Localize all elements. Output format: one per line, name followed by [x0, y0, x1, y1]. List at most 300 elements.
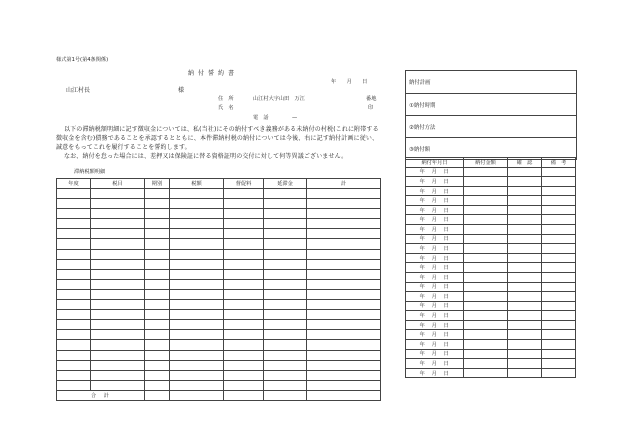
- schedule-cell[interactable]: [542, 292, 576, 302]
- arrears-cell[interactable]: [264, 360, 307, 370]
- payment-date-cell[interactable]: [406, 292, 464, 302]
- payment-date-cell[interactable]: [406, 177, 464, 187]
- date-part-label: 月: [431, 188, 438, 195]
- arrears-cell[interactable]: [170, 219, 224, 229]
- arrears-detail-table: [56, 178, 381, 401]
- schedule-cell[interactable]: [464, 205, 508, 215]
- payment-date-cell[interactable]: [406, 167, 464, 177]
- arrears-row: [57, 229, 381, 239]
- arrears-cell[interactable]: [307, 239, 381, 249]
- arrears-column-header: 期別: [145, 179, 170, 189]
- arrears-cell[interactable]: [57, 370, 91, 380]
- arrears-cell[interactable]: [307, 289, 381, 299]
- arrears-cell[interactable]: [91, 340, 145, 350]
- arrears-cell[interactable]: [307, 310, 381, 320]
- schedule-cell[interactable]: [508, 186, 542, 196]
- arrears-cell[interactable]: [145, 209, 170, 219]
- date-part-label: 年: [419, 284, 426, 291]
- payment-date-cell[interactable]: [406, 349, 464, 359]
- schedule-cell[interactable]: [464, 244, 508, 254]
- arrears-cell[interactable]: [307, 370, 381, 380]
- arrears-row: [57, 199, 381, 209]
- arrears-cell[interactable]: [170, 300, 224, 310]
- arrears-cell[interactable]: [57, 269, 91, 279]
- arrears-cell[interactable]: [307, 209, 381, 219]
- schedule-cell[interactable]: [464, 368, 508, 378]
- schedule-cell[interactable]: [542, 359, 576, 369]
- date-part-label: 日: [443, 207, 450, 214]
- arrears-cell[interactable]: [307, 199, 381, 209]
- payment-date-cell[interactable]: [406, 196, 464, 206]
- arrears-cell[interactable]: [224, 249, 264, 259]
- arrears-cell[interactable]: [57, 259, 91, 269]
- arrears-cell[interactable]: [91, 249, 145, 259]
- schedule-header-row: [406, 158, 576, 168]
- schedule-cell[interactable]: [508, 205, 542, 215]
- arrears-cell[interactable]: [57, 199, 91, 209]
- date-part-label: 日: [443, 284, 450, 291]
- arrears-cell[interactable]: [57, 279, 91, 289]
- arrears-row: [57, 279, 381, 289]
- date-part-label: 年: [419, 236, 426, 243]
- arrears-cell[interactable]: [57, 310, 91, 320]
- arrears-cell[interactable]: [224, 370, 264, 380]
- payment-date-cell[interactable]: [406, 301, 464, 311]
- schedule-cell[interactable]: [542, 320, 576, 330]
- arrears-cell[interactable]: [145, 310, 170, 320]
- arrears-cell[interactable]: [224, 340, 264, 350]
- schedule-cell[interactable]: [464, 272, 508, 282]
- payment-date-cell[interactable]: [406, 339, 464, 349]
- schedule-cell[interactable]: [508, 320, 542, 330]
- arrears-cell[interactable]: [170, 229, 224, 239]
- arrears-cell[interactable]: [57, 229, 91, 239]
- date-part-label: 月: [431, 178, 438, 185]
- date-part-label: 月: [431, 322, 438, 329]
- schedule-cell[interactable]: [508, 311, 542, 321]
- schedule-cell[interactable]: [542, 196, 576, 206]
- schedule-cell[interactable]: [508, 272, 542, 282]
- arrears-cell[interactable]: [307, 330, 381, 340]
- plan-label: 納付計画: [409, 80, 431, 86]
- schedule-cell[interactable]: [508, 263, 542, 273]
- arrears-cell[interactable]: [145, 249, 170, 259]
- arrears-cell[interactable]: [91, 330, 145, 340]
- arrears-cell[interactable]: [264, 350, 307, 360]
- arrears-cell[interactable]: [91, 320, 145, 330]
- arrears-cell[interactable]: [91, 269, 145, 279]
- arrears-cell[interactable]: [170, 350, 224, 360]
- arrears-cell[interactable]: [264, 370, 307, 380]
- arrears-cell[interactable]: [57, 330, 91, 340]
- arrears-cell[interactable]: [91, 209, 145, 219]
- date-part-label: 月: [431, 313, 438, 320]
- arrears-cell[interactable]: [145, 370, 170, 380]
- schedule-cell[interactable]: [508, 349, 542, 359]
- schedule-cell[interactable]: [542, 349, 576, 359]
- schedule-cell[interactable]: [464, 282, 508, 292]
- schedule-cell[interactable]: [542, 311, 576, 321]
- arrears-cell[interactable]: [145, 229, 170, 239]
- schedule-cell[interactable]: [464, 215, 508, 225]
- date-part-label: 月: [431, 255, 438, 262]
- schedule-cell[interactable]: [464, 359, 508, 369]
- arrears-cell[interactable]: [91, 279, 145, 289]
- total-cell[interactable]: [170, 390, 224, 401]
- date-part-label: 日: [443, 265, 450, 272]
- arrears-cell[interactable]: [224, 380, 264, 390]
- schedule-cell[interactable]: [508, 330, 542, 340]
- arrears-cell[interactable]: [57, 300, 91, 310]
- arrears-cell[interactable]: [170, 189, 224, 199]
- schedule-cell[interactable]: [508, 282, 542, 292]
- arrears-cell[interactable]: [224, 350, 264, 360]
- arrears-cell[interactable]: [145, 330, 170, 340]
- schedule-cell[interactable]: [542, 205, 576, 215]
- schedule-cell[interactable]: [542, 339, 576, 349]
- schedule-cell[interactable]: [542, 167, 576, 177]
- arrears-cell[interactable]: [224, 229, 264, 239]
- date-part-label: 日: [443, 245, 450, 252]
- arrears-cell[interactable]: [170, 239, 224, 249]
- schedule-cell[interactable]: [464, 292, 508, 302]
- schedule-cell[interactable]: [464, 349, 508, 359]
- plan-row[interactable]: [406, 115, 576, 138]
- arrears-row: [57, 310, 381, 320]
- arrears-cell[interactable]: [57, 289, 91, 299]
- payment-date-cell[interactable]: [406, 186, 464, 196]
- arrears-cell[interactable]: [57, 219, 91, 229]
- schedule-cell[interactable]: [464, 167, 508, 177]
- arrears-cell[interactable]: [91, 199, 145, 209]
- arrears-cell[interactable]: [57, 189, 91, 199]
- arrears-cell[interactable]: [224, 279, 264, 289]
- arrears-cell[interactable]: [307, 259, 381, 269]
- date-part-label: 月: [431, 341, 438, 348]
- arrears-cell[interactable]: [307, 340, 381, 350]
- arrears-cell[interactable]: [170, 249, 224, 259]
- arrears-cell[interactable]: [264, 219, 307, 229]
- arrears-cell[interactable]: [224, 209, 264, 219]
- payment-date-cell[interactable]: [406, 244, 464, 254]
- schedule-row: [406, 263, 576, 273]
- arrears-cell[interactable]: [170, 279, 224, 289]
- arrears-cell[interactable]: [224, 330, 264, 340]
- date-part-label: 年: [419, 274, 426, 281]
- date-part-label: 日: [443, 313, 450, 320]
- arrears-cell[interactable]: [224, 289, 264, 299]
- arrears-cell[interactable]: [307, 229, 381, 239]
- date-part-label: 年: [419, 245, 426, 252]
- arrears-row: [57, 360, 381, 370]
- schedule-cell[interactable]: [542, 301, 576, 311]
- arrears-cell[interactable]: [224, 239, 264, 249]
- arrears-cell[interactable]: [224, 259, 264, 269]
- arrears-cell[interactable]: [264, 330, 307, 340]
- arrears-cell[interactable]: [170, 269, 224, 279]
- arrears-cell[interactable]: [307, 189, 381, 199]
- date-part-label: 年: [419, 332, 426, 339]
- schedule-row: [406, 225, 576, 235]
- arrears-cell[interactable]: [91, 360, 145, 370]
- arrears-cell[interactable]: [170, 209, 224, 219]
- arrears-cell[interactable]: [145, 259, 170, 269]
- schedule-cell[interactable]: [464, 186, 508, 196]
- date-part-label: 年: [419, 178, 426, 185]
- schedule-cell[interactable]: [542, 177, 576, 187]
- arrears-cell[interactable]: [91, 350, 145, 360]
- date-part-label: 日: [443, 274, 450, 281]
- arrears-cell[interactable]: [145, 219, 170, 229]
- schedule-row: [406, 292, 576, 302]
- payment-schedule-table: [405, 157, 576, 378]
- arrears-cell[interactable]: [91, 310, 145, 320]
- arrears-row: [57, 350, 381, 360]
- schedule-cell[interactable]: [542, 282, 576, 292]
- arrears-cell[interactable]: [170, 340, 224, 350]
- schedule-cell[interactable]: [542, 225, 576, 235]
- schedule-cell[interactable]: [464, 225, 508, 235]
- address-value: 山江村大字山田 万江: [253, 96, 305, 102]
- date-part-label: 月: [431, 284, 438, 291]
- arrears-row: [57, 239, 381, 249]
- arrears-cell[interactable]: [170, 289, 224, 299]
- arrears-cell[interactable]: [57, 350, 91, 360]
- total-cell[interactable]: [264, 390, 307, 401]
- arrears-cell[interactable]: [145, 269, 170, 279]
- arrears-cell[interactable]: [145, 360, 170, 370]
- date-part-label: 日: [443, 178, 450, 185]
- schedule-cell[interactable]: [508, 339, 542, 349]
- arrears-cell[interactable]: [264, 320, 307, 330]
- schedule-cell[interactable]: [542, 272, 576, 282]
- arrears-cell[interactable]: [91, 239, 145, 249]
- schedule-row: [406, 196, 576, 206]
- payment-date-cell[interactable]: [406, 320, 464, 330]
- arrears-cell[interactable]: [57, 340, 91, 350]
- schedule-cell[interactable]: [464, 234, 508, 244]
- arrears-cell[interactable]: [224, 189, 264, 199]
- arrears-cell[interactable]: [145, 239, 170, 249]
- date-part-label: 日: [443, 236, 450, 243]
- schedule-cell[interactable]: [542, 368, 576, 378]
- schedule-cell[interactable]: [464, 301, 508, 311]
- pledge-paragraph-2: なお、納付を怠った場合には、差押又は保険証に替る資格証明の交付に対して何等異議ございません。: [64, 153, 348, 160]
- date-part-label: 月: [431, 265, 438, 272]
- plan-row[interactable]: [406, 71, 576, 93]
- schedule-cell[interactable]: [542, 253, 576, 263]
- arrears-cell[interactable]: [224, 269, 264, 279]
- schedule-cell[interactable]: [464, 177, 508, 187]
- arrears-cell[interactable]: [264, 310, 307, 320]
- arrears-cell[interactable]: [307, 360, 381, 370]
- schedule-column-header: 納付年月日: [406, 158, 464, 168]
- payment-date-cell[interactable]: [406, 215, 464, 225]
- total-cell[interactable]: [145, 390, 170, 401]
- arrears-cell[interactable]: [91, 219, 145, 229]
- schedule-cell[interactable]: [508, 177, 542, 187]
- arrears-cell[interactable]: [170, 310, 224, 320]
- schedule-column-header: 確 認: [508, 158, 542, 168]
- arrears-cell[interactable]: [307, 300, 381, 310]
- arrears-cell[interactable]: [170, 370, 224, 380]
- arrears-cell[interactable]: [91, 370, 145, 380]
- date-part-label: 日: [443, 322, 450, 329]
- arrears-cell[interactable]: [170, 380, 224, 390]
- arrears-cell[interactable]: [57, 360, 91, 370]
- arrears-cell[interactable]: [307, 249, 381, 259]
- arrears-cell[interactable]: [224, 360, 264, 370]
- schedule-cell[interactable]: [508, 196, 542, 206]
- date-part-label: 日: [443, 188, 450, 195]
- arrears-cell[interactable]: [264, 259, 307, 269]
- arrears-cell[interactable]: [91, 289, 145, 299]
- arrears-cell[interactable]: [91, 189, 145, 199]
- arrears-cell[interactable]: [264, 239, 307, 249]
- payment-date-cell[interactable]: [406, 253, 464, 263]
- payment-date-cell[interactable]: [406, 282, 464, 292]
- schedule-cell[interactable]: [508, 215, 542, 225]
- schedule-cell[interactable]: [508, 244, 542, 254]
- payment-date-cell[interactable]: [406, 272, 464, 282]
- arrears-cell[interactable]: [145, 189, 170, 199]
- arrears-cell[interactable]: [145, 279, 170, 289]
- date-part-label: 日: [443, 226, 450, 233]
- arrears-cell[interactable]: [307, 279, 381, 289]
- arrears-cell[interactable]: [145, 350, 170, 360]
- date-part-label: 月: [431, 245, 438, 252]
- schedule-cell[interactable]: [542, 330, 576, 340]
- arrears-cell[interactable]: [170, 330, 224, 340]
- arrears-cell[interactable]: [264, 269, 307, 279]
- arrears-cell[interactable]: [145, 300, 170, 310]
- total-cell[interactable]: [307, 390, 381, 401]
- schedule-cell[interactable]: [542, 244, 576, 254]
- arrears-cell[interactable]: [224, 199, 264, 209]
- payment-date-cell[interactable]: [406, 205, 464, 215]
- schedule-cell[interactable]: [464, 320, 508, 330]
- arrears-cell[interactable]: [57, 239, 91, 249]
- arrears-cell[interactable]: [264, 279, 307, 289]
- arrears-cell[interactable]: [170, 259, 224, 269]
- arrears-cell[interactable]: [57, 320, 91, 330]
- schedule-cell[interactable]: [542, 215, 576, 225]
- address-label: 住 所: [218, 96, 234, 102]
- arrears-cell[interactable]: [264, 380, 307, 390]
- total-cell[interactable]: [224, 390, 264, 401]
- payment-date-cell[interactable]: [406, 368, 464, 378]
- arrears-cell[interactable]: [145, 320, 170, 330]
- arrears-cell[interactable]: [224, 310, 264, 320]
- arrears-cell[interactable]: [307, 219, 381, 229]
- total-label: 合 計: [57, 390, 145, 401]
- name-label: 氏 名: [218, 105, 234, 111]
- schedule-cell[interactable]: [508, 253, 542, 263]
- schedule-cell[interactable]: [464, 339, 508, 349]
- arrears-cell[interactable]: [224, 300, 264, 310]
- schedule-cell[interactable]: [464, 196, 508, 206]
- schedule-row: [406, 205, 576, 215]
- schedule-cell[interactable]: [508, 225, 542, 235]
- schedule-row: [406, 244, 576, 254]
- arrears-cell[interactable]: [170, 320, 224, 330]
- payment-date-cell[interactable]: [406, 263, 464, 273]
- arrears-cell[interactable]: [145, 340, 170, 350]
- date-part-label: 年: [419, 370, 426, 377]
- schedule-cell[interactable]: [508, 368, 542, 378]
- arrears-row: [57, 330, 381, 340]
- arrears-cell[interactable]: [307, 350, 381, 360]
- arrears-cell[interactable]: [91, 380, 145, 390]
- schedule-cell[interactable]: [542, 263, 576, 273]
- plan-label: ③納付額: [409, 147, 431, 153]
- payment-date-cell[interactable]: [406, 330, 464, 340]
- schedule-cell[interactable]: [508, 234, 542, 244]
- arrears-cell[interactable]: [224, 320, 264, 330]
- date-part-label: 日: [443, 198, 450, 205]
- arrears-cell[interactable]: [224, 219, 264, 229]
- payment-date-cell[interactable]: [406, 311, 464, 321]
- arrears-row: [57, 269, 381, 279]
- arrears-cell[interactable]: [57, 209, 91, 219]
- schedule-cell[interactable]: [508, 292, 542, 302]
- arrears-cell[interactable]: [307, 320, 381, 330]
- plan-row[interactable]: [406, 93, 576, 116]
- schedule-cell[interactable]: [464, 253, 508, 263]
- arrears-cell[interactable]: [145, 289, 170, 299]
- arrears-cell[interactable]: [91, 300, 145, 310]
- arrears-cell[interactable]: [264, 300, 307, 310]
- schedule-cell[interactable]: [542, 186, 576, 196]
- schedule-row: [406, 177, 576, 187]
- arrears-cell[interactable]: [264, 189, 307, 199]
- date-part-label: 月: [431, 351, 438, 358]
- arrears-cell[interactable]: [170, 360, 224, 370]
- payment-date-cell[interactable]: [406, 225, 464, 235]
- arrears-cell[interactable]: [264, 209, 307, 219]
- schedule-cell[interactable]: [464, 311, 508, 321]
- arrears-cell[interactable]: [91, 229, 145, 239]
- arrears-column-header: 税額: [170, 179, 224, 189]
- arrears-cell[interactable]: [145, 199, 170, 209]
- payment-plan-box: [405, 70, 577, 160]
- schedule-row: [406, 301, 576, 311]
- arrears-cell[interactable]: [307, 380, 381, 390]
- arrears-cell[interactable]: [91, 259, 145, 269]
- schedule-cell[interactable]: [464, 330, 508, 340]
- arrears-cell[interactable]: [264, 199, 307, 209]
- arrears-cell[interactable]: [170, 199, 224, 209]
- payment-date-cell[interactable]: [406, 234, 464, 244]
- schedule-column-header: 納付金額: [464, 158, 508, 168]
- arrears-cell[interactable]: [264, 289, 307, 299]
- schedule-cell[interactable]: [508, 301, 542, 311]
- arrears-cell[interactable]: [307, 269, 381, 279]
- arrears-cell[interactable]: [264, 249, 307, 259]
- schedule-cell[interactable]: [542, 234, 576, 244]
- payment-date-cell[interactable]: [406, 359, 464, 369]
- arrears-cell[interactable]: [57, 249, 91, 259]
- schedule-cell[interactable]: [508, 359, 542, 369]
- date-part-label: 年: [419, 351, 426, 358]
- schedule-cell[interactable]: [464, 263, 508, 273]
- arrears-cell[interactable]: [145, 380, 170, 390]
- date-part-label: 月: [431, 217, 438, 224]
- arrears-cell[interactable]: [264, 340, 307, 350]
- schedule-cell[interactable]: [508, 167, 542, 177]
- arrears-cell[interactable]: [264, 229, 307, 239]
- arrears-cell[interactable]: [57, 380, 91, 390]
